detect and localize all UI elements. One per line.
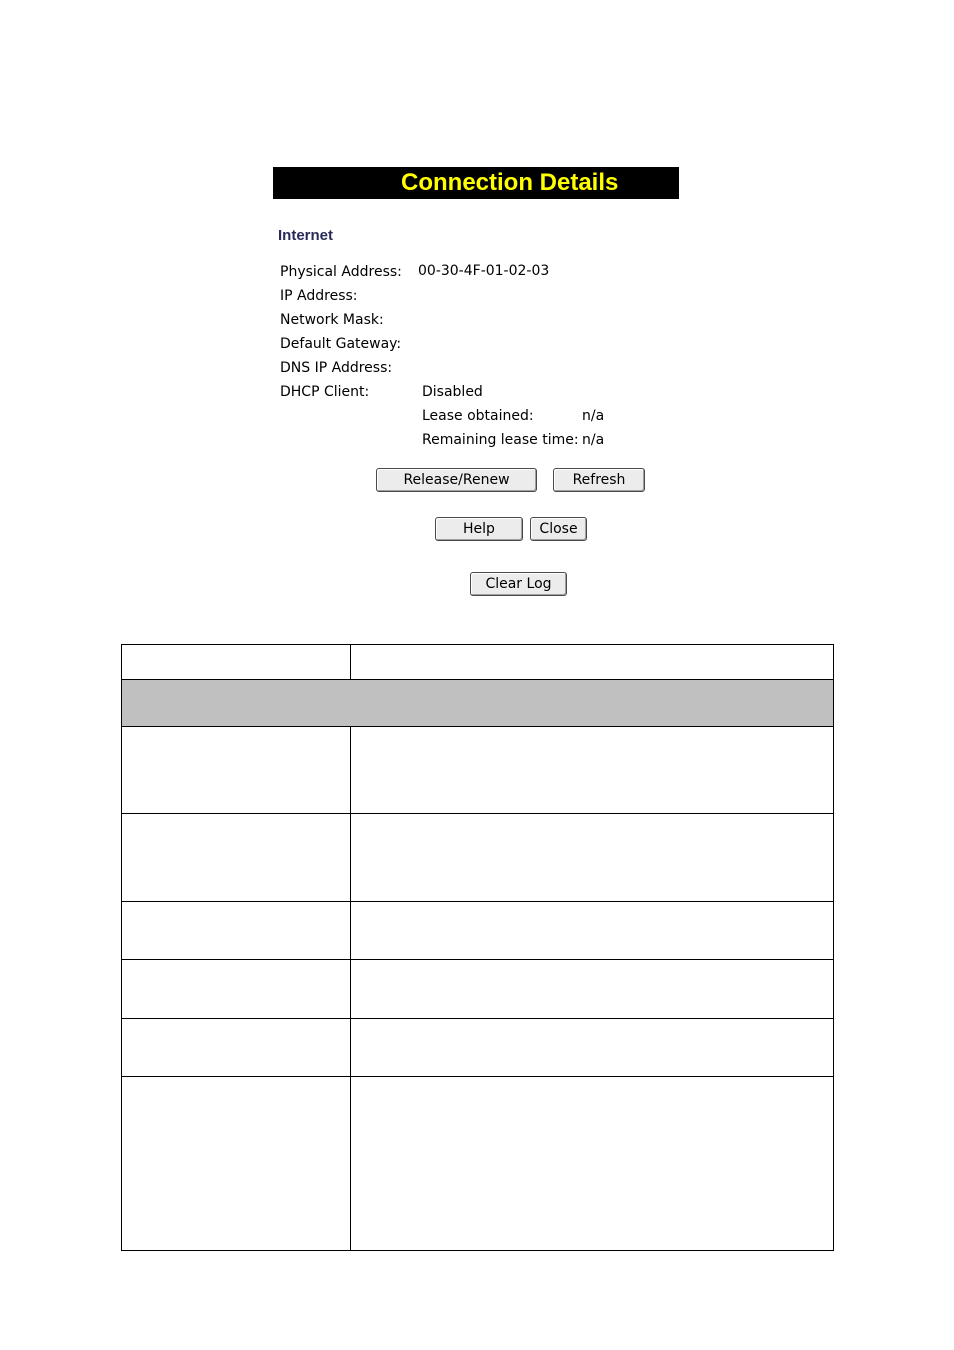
clear-log-button[interactable]: Clear Log (470, 572, 567, 596)
table-cell (122, 960, 351, 1019)
table-cell (122, 645, 351, 680)
dhcp-client-label: DHCP Client: (280, 384, 370, 400)
default-gateway-label: Default Gateway: (280, 336, 402, 352)
lease-obtained-label: Lease obtained: (422, 408, 534, 424)
title-bar (273, 167, 679, 199)
dns-ip-address-label: DNS IP Address: (280, 360, 393, 376)
refresh-button[interactable]: Refresh (553, 468, 645, 492)
table-row (122, 960, 834, 1019)
table-row (122, 902, 834, 960)
table-cell (122, 902, 351, 960)
table-cell (351, 902, 834, 960)
table-cell (122, 1019, 351, 1077)
description-table (121, 644, 834, 1251)
dhcp-client-value: Disabled (422, 384, 483, 400)
table-cell (351, 727, 834, 814)
table-section-row (122, 680, 834, 727)
remaining-lease-label: Remaining lease time: (422, 432, 579, 448)
table-cell (351, 814, 834, 902)
network-mask-label: Network Mask: (280, 312, 384, 328)
release-renew-button[interactable]: Release/Renew (376, 468, 537, 492)
remaining-lease-value: n/a (582, 432, 605, 448)
table-cell (122, 680, 834, 727)
dialog-title: Connection Details (401, 169, 619, 196)
table-row (122, 645, 834, 680)
section-heading-internet: Internet (278, 227, 334, 244)
physical-address-value: 00-30-4F-01-02-03 (418, 263, 550, 279)
table-cell (122, 814, 351, 902)
table-row (122, 1019, 834, 1077)
table-cell (351, 645, 834, 680)
table-cell (122, 727, 351, 814)
table-row (122, 814, 834, 902)
connection-details-panel (273, 167, 679, 600)
physical-address-label: Physical Address: (280, 264, 402, 280)
table-cell (122, 1077, 351, 1251)
table-cell (351, 960, 834, 1019)
table-row (122, 727, 834, 814)
table-cell (351, 1019, 834, 1077)
table-cell (351, 1077, 834, 1251)
table-row (122, 1077, 834, 1251)
help-button[interactable]: Help (435, 517, 523, 541)
close-button[interactable]: Close (530, 517, 587, 541)
lease-obtained-value: n/a (582, 408, 605, 424)
ip-address-label: IP Address: (280, 288, 358, 304)
